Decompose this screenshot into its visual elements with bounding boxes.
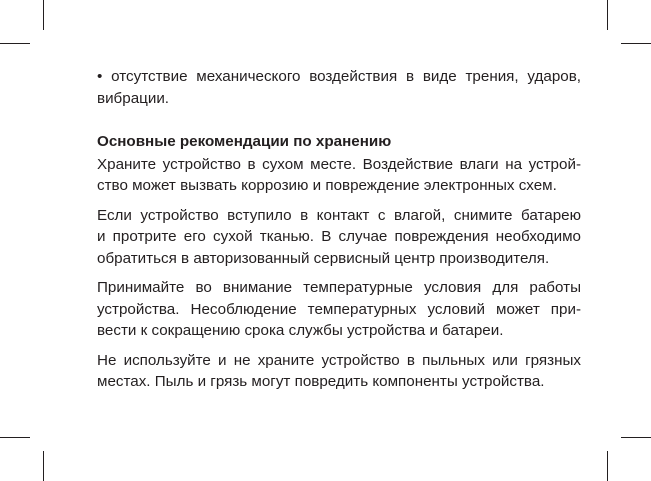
spacer (97, 269, 581, 277)
crop-mark-top-left-vertical (43, 0, 44, 30)
document-body (97, 66, 581, 393)
crop-mark-top-right-horizontal (621, 43, 651, 44)
section-heading: Основные рекомендации по хранению (97, 133, 392, 150)
crop-mark-bottom-right-horizontal (621, 437, 651, 438)
text-line: • отсутствие механического воздействия в виде трения, ударов, (97, 68, 581, 85)
text-line: вибрации. (97, 89, 170, 107)
bullet-paragraph (97, 66, 581, 109)
paragraph-3 (97, 277, 581, 342)
crop-mark-top-right-vertical (607, 0, 608, 30)
crop-mark-top-left-horizontal (0, 43, 30, 44)
text-line: устройства. Несоблюдение температурных условий может при- (97, 300, 581, 318)
text-line: Если устройство вступило в контакт с влагой, снимите батарею (97, 206, 581, 224)
paragraph-1 (97, 154, 581, 197)
text-line: вести к сокращению срока службы устройства и батареи. (97, 322, 504, 339)
crop-mark-bottom-left-horizontal (0, 437, 30, 438)
spacer (97, 342, 581, 350)
paragraph-4 (97, 350, 581, 393)
text-line: обратиться в авторизованный сервисный центр производителя. (97, 249, 550, 267)
text-line: Не используйте и не храните устройство в пыльных или грязных (97, 351, 581, 369)
spacer (97, 109, 581, 131)
text-line: и протрите его сухой тканью. В случае повреждения необходимо (97, 228, 581, 245)
crop-mark-bottom-right-vertical (607, 451, 608, 481)
text-line: ство может вызвать коррозию и повреждение электронных схем. (97, 177, 557, 194)
paragraph-2 (97, 205, 581, 270)
text-line: Храните устройство в сухом месте. Воздействие влаги на устрой- (97, 155, 581, 173)
spacer (97, 197, 581, 205)
crop-mark-bottom-left-vertical (43, 451, 44, 481)
text-line: местах. Пыль и грязь могут повредить компоненты устройства. (97, 373, 545, 390)
text-line: Принимайте во внимание температурные условия для работы (97, 279, 581, 296)
